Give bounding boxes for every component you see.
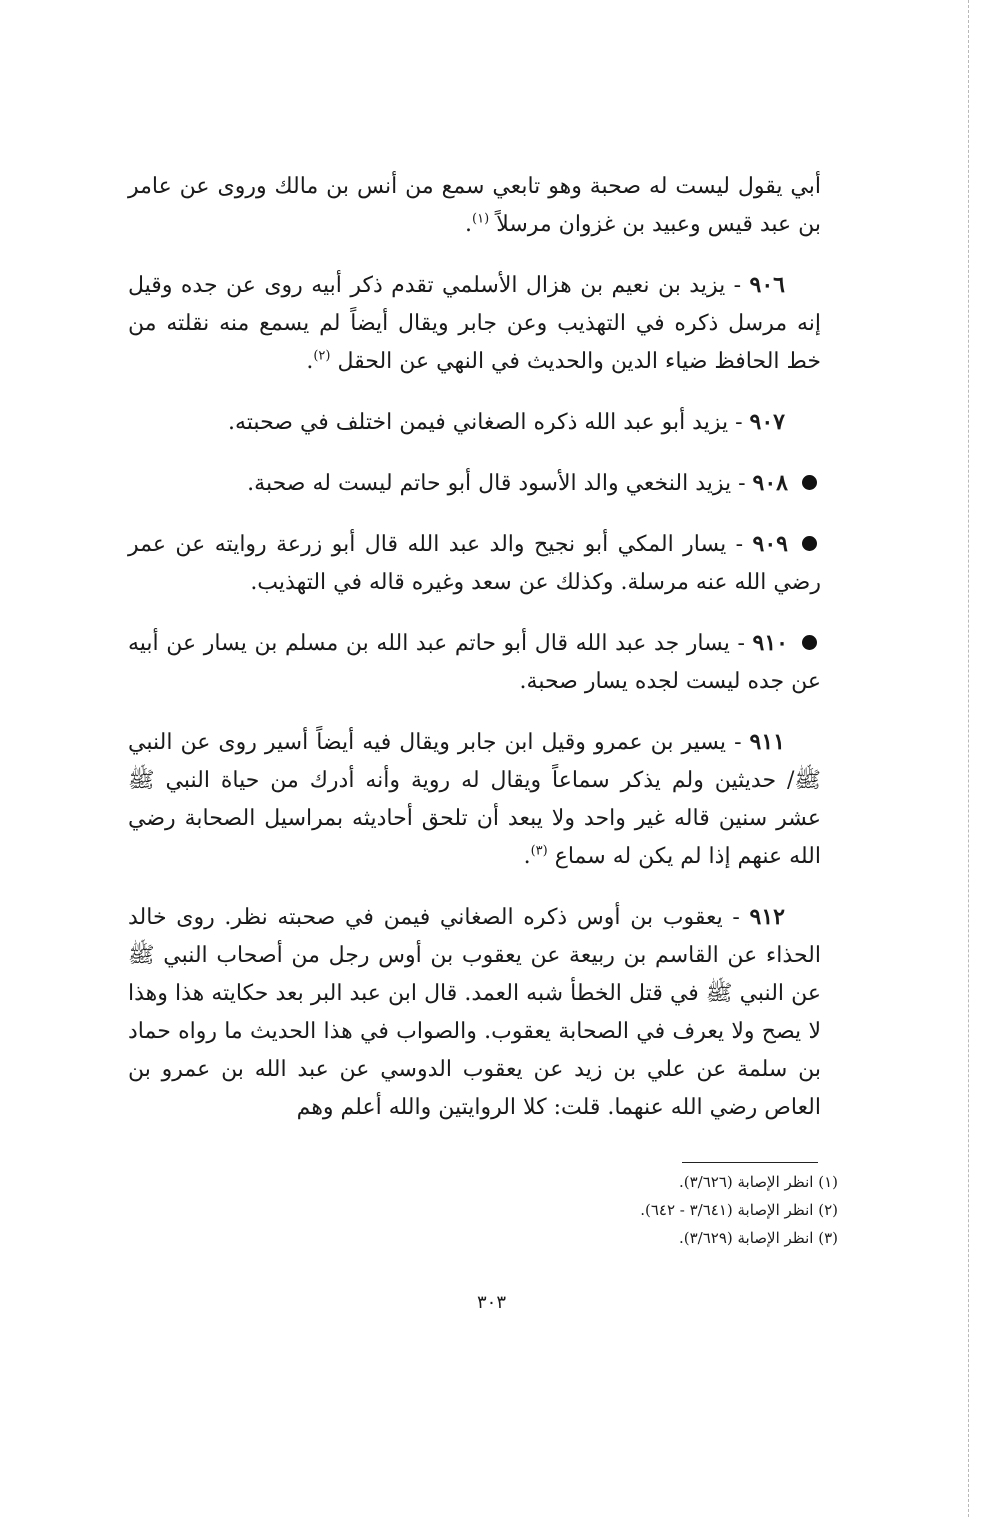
footnote-divider <box>682 1162 818 1163</box>
entry-912: ٩١٢ - يعقوب بن أوس ذكره الصغاني فيمن في صحبته نظر. روى خالد الحذاء عن القاسم بن ربيعة عن يعقوب بن أوس رجل من أصحاب النبي ﷺ عن النبي ﷺ في قتل الخطأ شبه العمد. قال ابن عبد البر بعد حكايته هذا وهذا لا يصح ولا يعرف في الصحابة يعقوب. والصواب في هذا الحديث ما رواه حماد بن سلمة عن علي بن زيد عن يعقوب الدوسي عن عبد الله بن عمرو بن العاص رضي الله عنهما. قلت: كلا الروايتين والله أعلم وهم <box>128 904 821 1120</box>
bullet-marker-icon <box>802 536 817 551</box>
entry-text: يسير بن عمرو وقيل ابن جابر ويقال فيه أيضاً أسير روى عن النبي ﷺ/ حديثين ولم يذكر سماعاً ويقال له روية وأنه أدرك من حياة النبي ﷺ عشر سنين قاله غير واحد ولا يبعد أن تلحق أحاديثه بمراسيل الصحابة رضي الله عنهم إذا لم يكن له سماع <box>128 730 821 869</box>
page-number: ٣٠٣ <box>476 1292 506 1313</box>
entry-906: ٩٠٦ - يزيد بن نعيم بن هزال الأسلمي تقدم ذكر أبيه روى عن جده وقيل إنه مرسل ذكره في التهذيب وعن جابر ويقال أيضاً لم يسمع منه نقلته من خط الحافظ ضياء الدين والحديث في النهي عن الحقل $^{(٢)}$. <box>128 272 821 374</box>
entry-number: ٩٠٧ <box>749 409 785 435</box>
main-text <box>128 168 821 1149</box>
entry-number: ٩١٠ <box>752 630 788 656</box>
footnote-1: (١) انظر الإصابة (٣/٦٢٦). <box>678 1173 838 1191</box>
paragraph-continuation <box>128 168 821 244</box>
entry-909: ٩٠٩ - يسار المكي أبو نجيح والد عبد الله قال أبو زرعة روايته عن عمر رضي الله عنه مرسلة. وكذلك عن سعد وغيره قاله في التهذيب. <box>128 531 821 595</box>
entry-tail: . <box>306 349 314 374</box>
entry-text: يزيد بن نعيم بن هزال الأسلمي تقدم ذكر أبيه روى عن جده وقيل إنه مرسل ذكره في التهذيب وعن جابر ويقال أيضاً لم يسمع منه نقلته من خط الحافظ ضياء الدين والحديث في النهي عن الحقل <box>128 273 821 374</box>
entry-number: ٩٠٩ <box>752 531 788 557</box>
entry-910: ٩١٠ - يسار جد عبد الله قال أبو حاتم عبد الله بن مسلم بن يسار عن أبيه عن جده ليست لجده يسار صحبة. <box>128 630 821 694</box>
footnote-ref: (١) <box>472 211 490 227</box>
footnote-3: (٣) انظر الإصابة (٣/٦٢٩). <box>678 1229 838 1247</box>
scan-edge-line <box>968 0 969 1517</box>
entry-number: ٩١١ <box>749 729 785 755</box>
entry-text: يزيد أبو عبد الله ذكره الصغاني فيمن اختلف في صحبته. <box>228 410 729 435</box>
footnote-ref: (٢) <box>313 348 331 364</box>
bullet-marker-icon <box>802 475 817 490</box>
entry-number: ٩١٢ <box>749 904 785 930</box>
paragraph-text: أبي يقول ليست له صحبة وهو تابعي سمع من أنس بن مالك وروى عن عامر بن عبد قيس وعبيد بن غزوان مرسلاً <box>128 174 821 237</box>
entry-907: ٩٠٧ - يزيد أبو عبد الله ذكره الصغاني فيمن اختلف في صحبته. <box>228 409 785 435</box>
entry-911: ٩١١ - يسير بن عمرو وقيل ابن جابر ويقال فيه أيضاً أسير روى عن النبي ﷺ/ حديثين ولم يذكر سماعاً ويقال له روية وأنه أدرك من حياة النبي ﷺ عشر سنين قاله غير واحد ولا يبعد أن تلحق أحاديثه بمراسيل الصحابة رضي الله عنهم إذا لم يكن له سماع $^{(٣)}$. <box>128 729 821 869</box>
footnote-ref: (٣) <box>530 843 548 859</box>
entry-text: يزيد النخعي والد الأسود قال أبو حاتم ليست له صحبة. <box>247 471 732 496</box>
entry-number: ٩٠٨ <box>752 470 788 496</box>
entry-text: يسار جد عبد الله قال أبو حاتم عبد الله بن مسلم بن يسار عن أبيه عن جده ليست لجده يسار صحبة. <box>128 631 821 694</box>
entry-text: يسار المكي أبو نجيح والد عبد الله قال أبو زرعة روايته عن عمر رضي الله عنه مرسلة. وكذلك عن سعد وغيره قاله في التهذيب. <box>128 532 821 595</box>
entry-text: يعقوب بن أوس ذكره الصغاني فيمن في صحبته نظر. روى خالد الحذاء عن القاسم بن ربيعة عن يعقوب بن أوس رجل من أصحاب النبي ﷺ عن النبي ﷺ في قتل الخطأ شبه العمد. قال ابن عبد البر بعد حكايته هذا وهذا لا يصح ولا يعرف في الصحابة يعقوب. والصواب في هذا الحديث ما رواه حماد بن سلمة عن علي بن زيد عن يعقوب الدوسي عن عبد الله بن عمرو بن العاص رضي الله عنهما. قلت: كلا الروايتين والله أعلم وهم <box>128 905 821 1120</box>
paragraph-tail: . <box>465 212 473 237</box>
bullet-marker-icon <box>802 635 817 650</box>
entry-tail: . <box>523 844 531 869</box>
entry-908: ٩٠٨ - يزيد النخعي والد الأسود قال أبو حاتم ليست له صحبة. <box>128 464 821 503</box>
entry-number: ٩٠٦ <box>749 272 785 298</box>
footnotes <box>500 1168 838 1252</box>
footnote-2: (٢) انظر الإصابة (٣/٦٤١ - ٦٤٢). <box>640 1201 838 1219</box>
